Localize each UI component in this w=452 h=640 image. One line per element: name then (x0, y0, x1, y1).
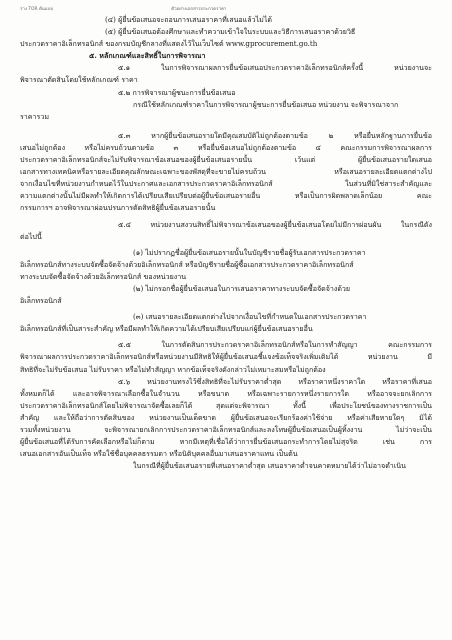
header-left-label: ร่าง TOR ต้นแบบ (20, 7, 54, 12)
text-line: รวมทั้งหน่วยงาน จะพิจารณายกเลิกการประกวดราคาอิเล็กทรอนิกส์และลงโทษผู้ยื่นข้อเสนอเป็นผู้ทิ้งงาน ไม่ว่าจะเป็น (20, 425, 432, 434)
text-line: กรณีใช้หลักเกณฑ์ราคาในการพิจารณาผู้ชนะการยื่นข้อเสนอ หน่วยงาน จะพิจารณาจาก (133, 99, 399, 109)
text-line: ในกรณีที่ผู้ยื่นข้อเสนอรายที่เสนอราคาต่ำสุด เสนอราคาต่ำจนคาดหมายได้ว่าไม่อาจดำเนิน (133, 461, 406, 471)
text-line: ความแตกต่างนั้นไม่มีผลทำให้เกิดการได้เปรียบเสียเปรียบต่อผู้ยื่นข้อเสนอรายอื่น หรือเป็นการผิดพลาดเล็กน้อย คณะ (20, 191, 432, 201)
text-line: ๕.๔ หน่วยงานสงวนสิทธิ์ไม่พิจารณาข้อเสนอของผู้ยื่นข้อเสนอโดยไม่มีการผ่อนผัน ในกรณีดัง (118, 219, 432, 229)
text-line: (๔) ผู้ยื่นข้อเสนอจะถอนการเสนอราคาที่เสนอแล้วไม่ได้ (105, 15, 273, 24)
text-line: ประกวดราคาอิเล็กทรอนิกส์ ของกรมบัญชีกลางที่แสดงไว้ในเว็บไซต์ www.gprocurement.go.th (20, 39, 318, 49)
text-line: จากเงื่อนไขที่หน่วยงานกำหนดไว้ในประกาศและเอกสารประกวดราคาอิเล็กทรอนิกส์ ในส่วนที่มิใช่สาระสำคัญและ (20, 179, 432, 189)
paragraph-spacer (20, 123, 432, 130)
text-line: สำคัญ และให้ถือว่าการตัดสินของ หน่วยงานเป็นเด็ดขาด ผู้ยื่นข้อเสนอจะเรียกร้องค่าใช้จ่าย หรือค่าเสียหายใดๆ มิได้ (20, 412, 432, 422)
text-line: ๕.๑ ในการพิจารณาผลการยื่นข้อเสนอประกวดราคาอิเล็กทรอนิกส์ครั้งนี้ หน่วยงานจะ (118, 63, 432, 73)
text-line: อิเล็กทรอนิกส์ที่เป็นสาระสำคัญ หรือมีผลทำให้เกิดความได้เปรียบเสียเปรียบแก่ผู้ยื่นข้อเสนอรายอื่น (20, 324, 313, 334)
page-header (20, 5, 432, 14)
document-body (20, 14, 432, 472)
text-line: ๕.๓ หากผู้ยื่นข้อเสนอรายใดมีคุณสมบัติไม่ถูกต้องตามข้อ ๒ หรือยื่นหลักฐานการยื่นข้อ (118, 130, 432, 140)
text-line: ผู้ยื่นข้อเสนอที่ได้รับการคัดเลือกหรือไม่ก็ตาม หากมีเหตุที่เชื่อได้ว่าการยื่นข้อเสนอกระทำการโดยไม่สุจริต เช่น การ (20, 437, 432, 447)
text-line: ๕.๒ การพิจารณาผู้ชนะการยื่นข้อเสนอ (118, 87, 236, 97)
text-line: (๕) ผู้ยื่นข้อเสนอต้องศึกษาและทำความเข้าใจในระบบและวิธีการเสนอราคาด้วยวิธี (105, 27, 356, 37)
text-line: อิเล็กทรอนิกส์ (20, 296, 62, 306)
text-line: อิเล็กทรอนิกส์ทางระบบจัดซื้อจัดจ้างด้วยอิเล็กทรอนิกส์ หรือบัญชีรายชื่อผู้ซื้อเอกสารประกวดราคาอิเล็กทรอนิกส์ (20, 259, 354, 269)
text-line: ทางระบบจัดซื้อจัดจ้างด้วยอิเล็กทรอนิกส์ ของหน่วยงาน (20, 271, 187, 281)
text-line: กรรมการฯ อาจพิจารณาผ่อนปรนการตัดสิทธิผู้ยื่นข้อเสนอรายนั้น (20, 203, 216, 213)
text-line: เสนอไม่ถูกต้อง หรือไม่ครบถ้วนตามข้อ ๓ หรือยื่นข้อเสนอไม่ถูกต้องตามข้อ ๔ คณะกรรมการพิจารณาผลการ (20, 142, 432, 152)
text-line: ประกวดราคาอิเล็กทรอนิกส์จะไม่รับพิจารณาข้อเสนอของผู้ยื่นข้อเสนอรายนั้น เว้นแต่ ผู้ยื่นข้อเสนอรายใดเสนอ (20, 155, 432, 165)
text-line: เอกสารทางเทคนิคหรือรายละเอียดคุณลักษณะเฉพาะของพัสดุที่จะขายไม่ครบถ้วน หรือเสนอรายละเอียดแตกต่างไป (20, 167, 432, 177)
text-line: เสนอเอกสารอันเป็นเท็จ หรือใช้ชื่อบุคคลธรรมดา หรือนิติบุคคลอื่นมาเสนอราคาแทน เป็นต้น (20, 449, 298, 459)
text-line: พิจารณาตัดสินโดยใช้หลักเกณฑ์ ราคา (20, 75, 138, 85)
text-line: ๕.๕ ในการตัดสินการประกวดราคาอิเล็กทรอนิกส์หรือในการทำสัญญา คณะกรรมการ (118, 340, 432, 350)
text-line: พิจารณาผลการประกวดราคาอิเล็กทรอนิกส์หรือหน่วยงานมีสิทธิให้ผู้ยื่นข้อเสนอชี้แจงข้อเท็จจริงเพิ่มเติมได้ หน่วยงาน มี (20, 352, 432, 362)
text-line: (๑) ไม่ปรากฏชื่อผู้ยื่นข้อเสนอรายนั้นในบัญชีรายชื่อผู้รับเอกสารประกวดราคา (133, 247, 366, 257)
text-line: สิทธิที่จะไม่รับข้อเสนอ ไม่รับราคา หรือไม่ทำสัญญา หากข้อเท็จจริงดังกล่าวไม่เหมาะสมหรือไม่ถูกต้อง (20, 364, 326, 374)
text-line: ทั้งหมดก็ได้ และอาจพิจารณาเลือกซื้อในจำนวน หรือขนาด หรือเฉพาะรายการหนึ่งรายการใด หรืออาจจะยกเลิกการ (20, 388, 432, 398)
text-line: ราคารวม (20, 111, 49, 121)
text-line: ๕.๖ หน่วยงานทรงไว้ซึ่งสิทธิที่จะไม่รับราคาต่ำสุด หรือราคาหนึ่งราคาใด หรือราคาที่เสนอ (118, 376, 432, 386)
header-center-label: ตัวอย่างเอกสารประกวดราคา (171, 7, 227, 12)
text-line: ประกวดราคาอิเล็กทรอนิกส์โดยไม่พิจารณาจัดซื้อเลยก็ได้ สุดแต่จะพิจารณา ทั้งนี้ เพื่อประโยชน์ของทางราชการเป็น (20, 400, 432, 410)
text-line: ต่อไปนี้ (20, 231, 42, 241)
text-line: (๒) ไม่กรอกชื่อผู้ยื่นข้อเสนอในการเสนอราคาทางระบบจัดซื้อจัดจ้างด้วย (133, 283, 351, 293)
text-line: ๕. หลักเกณฑ์และสิทธิ์ในการพิจารณา (89, 51, 206, 61)
text-line: (๓) เสนอรายละเอียดแตกต่างไปจากเงื่อนไขที่กำหนดในเอกสารประกวดราคา (133, 312, 367, 322)
